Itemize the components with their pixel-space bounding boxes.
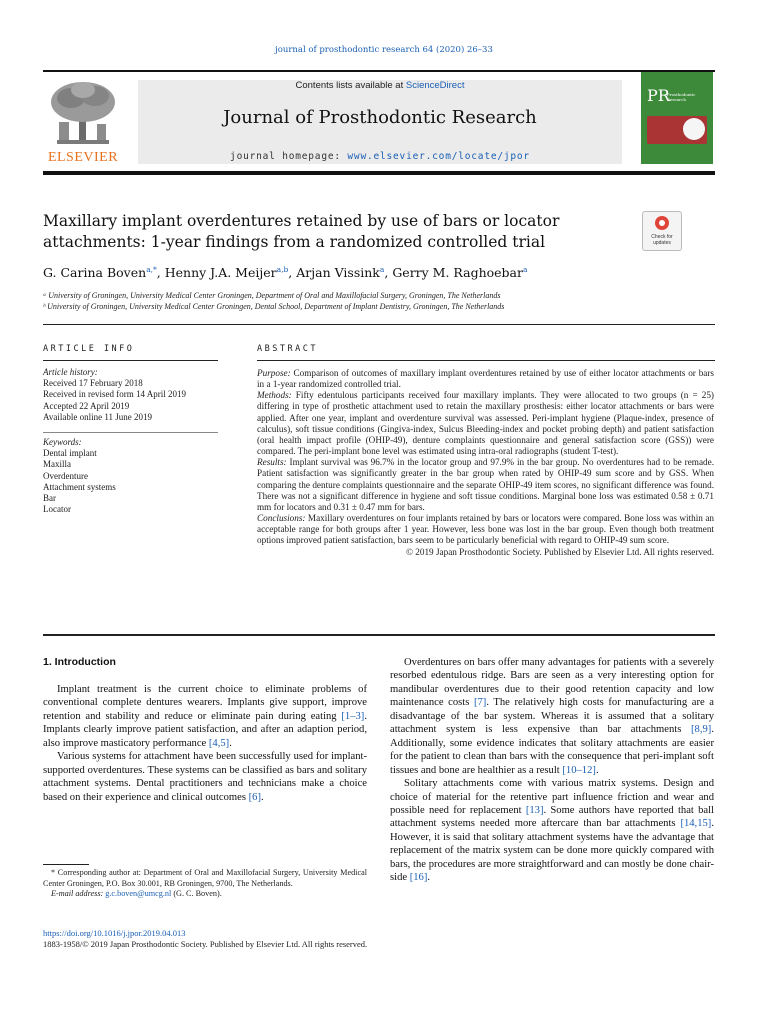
contents-line: Contents lists available at ScienceDirect	[295, 80, 465, 91]
cover-subtitle: Prosthodontic Research	[667, 92, 696, 102]
keywords	[43, 437, 218, 515]
corresponding-author-footnote	[43, 868, 367, 900]
abstract-purpose: Purpose: Comparison of outcomes of maxillary implant overdentures retained by use of either locator attachments or bars in a 1-year randomized controlled trial.	[257, 368, 714, 390]
history-label: Article history:	[43, 367, 98, 377]
cover-letters: PR	[647, 86, 670, 105]
elsevier-wordmark: ELSEVIER	[47, 150, 119, 165]
reference-link[interactable]: [6]	[248, 791, 261, 803]
intro-paragraph: Implant treatment is the current choice to eliminate problems of conventional complete dentures wearers. Implants give support, improve retention and stability and reduce or eliminate pain during eating [1–3]. Implants clearly improve patient satisfaction, and after an adaption period, also improve masticatory performance [4,5].	[43, 684, 367, 749]
journal-citation	[0, 45, 768, 55]
body-column-right	[390, 656, 714, 885]
abstract-heading: ABSTRACT	[257, 344, 318, 354]
footnote-rule	[43, 864, 89, 865]
abstract-conclusions: Conclusions: Maxillary overdentures on four implants retained by bars or locators were compared. Bone loss was within an acceptable range for both groups after 1 year. However, less bone was lost in the bar group. Even though both treatment options improved patient satisfaction, bars seem to be particularly beneficial with regard to OHIP-49 sum score.	[257, 513, 714, 546]
keyword: Dental implant	[43, 448, 97, 459]
issn-copyright: 1883-1958/© 2019 Japan Prosthodontic Society. Published by Elsevier Ltd. All rights reserved.	[43, 939, 368, 949]
journal-homepage: journal homepage: www.elsevier.com/locate/jpor	[230, 151, 530, 162]
journal-title: Journal of Prosthodontic Research	[223, 107, 537, 128]
author[interactable]: Henny J.A. Meijer$^{a,b}$	[164, 265, 289, 281]
intro-paragraph: Various systems for attachment have been successfully used for implant-supported overdentures. These systems can be classified as bars and solitary attachment systems. Dental practitioners and technicians make a choice based on their experience and clinical outcomes [6].	[43, 751, 367, 803]
intro-paragraph: Overdentures on bars offer many advantages for patients with a severely resorbed edentulous ridge. Bars are seen as a very interesting option for mandibular overdentures due to their good retention capacity and low maintenance costs [7]. The relatively high costs for manufacturing are a disadvantage of the bar system. Whereas it is assumed that a solitary attachment system is less expensive than bar attachments [8,9]. Additionally, some evidence indicates that solitary attachments are easier for the patient to clean than bars with the consequence that peri-implant soft tissues and bone are healthier as a result [10–12].	[390, 657, 714, 776]
body-column-left	[43, 683, 367, 804]
body-divider	[43, 634, 715, 636]
history-item: Available online 11 June 2019	[43, 411, 152, 422]
abstract-copyright: © 2019 Japan Prosthodontic Society. Published by Elsevier Ltd. All rights reserved.	[406, 546, 714, 557]
author[interactable]: Arjan Vissink$^a$	[296, 265, 385, 281]
keyword: Bar	[43, 493, 56, 504]
reference-link[interactable]: [14,15]	[680, 818, 712, 830]
reference-link[interactable]: [4,5]	[208, 737, 230, 749]
badge-text: Check for updates	[651, 234, 673, 246]
email-link[interactable]: g.c.boven@umcg.nl	[105, 889, 172, 898]
article-info-rule	[43, 360, 218, 361]
abstract-body	[257, 368, 714, 558]
sciencedirect-link[interactable]: ScienceDirect	[405, 80, 465, 91]
introduction-heading: 1. Introduction	[43, 656, 116, 668]
author[interactable]: Gerry M. Raghoebar$^a$	[392, 265, 528, 281]
page-footer	[43, 928, 543, 950]
reference-link[interactable]: [7]	[473, 697, 487, 709]
affiliation-b: ᵇ University of Groningen, University Medical Center Groningen, Dental School, Department of Implant Dentistry, Groningen, The Netherlands	[43, 302, 505, 311]
history-item: Received in revised form 14 April 2019	[43, 389, 186, 400]
author-list: G. Carina Boven$^{a,*}$, Henny J.A. Meijer$^{a,b}$, Arjan Vissink$^a$, Gerry M. Raghoebar$^a$	[43, 265, 528, 281]
check-for-updates-badge[interactable]	[642, 211, 682, 251]
abstract-methods: Methods: Fifty edentulous participants received four maxillary implants. They were allocated to two groups (n = 25) differing in type of prosthetic attachment used to retain the maxillary prosthesis: either locator attachments or bars were applied. After one year, implant and overdenture survival was assessed. Peri-implant hygiene (Plaque-index, presence of calculus), soft tissue conditions (Gingiva-index, Sulcus Bleeding-index and pocket probing depth) and patient satisfaction (oral health impact profile (OHIP-49), denture complaints questionnaire and general satisfaction score (GSS)) were compared. The peri-implant bone level was estimated using intra-oral radiographs (student T-test).	[257, 390, 714, 457]
article-title: Maxillary implant overdentures retained by use of bars or locator attachments: 1-year findings from a randomized controlled trial	[43, 212, 560, 251]
keyword: Overdenture	[43, 470, 88, 481]
doi-link[interactable]: https://doi.org/10.1016/j.jpor.2019.04.013	[43, 928, 186, 938]
homepage-link[interactable]: www.elsevier.com/locate/jpor	[347, 151, 530, 162]
abstract-rule	[257, 360, 715, 361]
history-item: Accepted 22 April 2019	[43, 400, 130, 411]
header-top-rule	[43, 70, 715, 72]
reference-link[interactable]: [8,9]	[691, 724, 712, 736]
email-line: E-mail address: g.c.boven@umcg.nl (G. C. Boven).	[51, 889, 222, 898]
intro-paragraph: Solitary attachments come with various matrix systems. Design and choice of material for the retentive part influence friction and wear and possible need for replacement [13]. Some authors have reported that ball attachment systems needed more aftercare than bar attachments [14,15]. However, it is said that solitary attachment systems have the advantage that replacement of the matrix system can be done more quickly compared with bars, the procedures are more straightforward and can mostly be done chair-side [16].	[390, 778, 714, 884]
citation-link[interactable]: journal of prosthodontic research 64 (2020) 26–33	[275, 45, 493, 55]
keyword: Maxilla	[43, 459, 71, 470]
article-history	[43, 367, 218, 423]
section-divider	[43, 324, 715, 325]
update-check-icon	[655, 216, 669, 230]
history-item: Received 17 February 2018	[43, 378, 143, 389]
corresponding-author-text: * Corresponding author at: Department of Oral and Maxillofacial Surgery, University Medical Center Groningen, P.O. Box 30.001, RB Groningen, 9700, The Netherlands.	[43, 868, 367, 888]
reference-link[interactable]: [10–12]	[562, 764, 596, 776]
header-bottom-rule	[43, 171, 715, 175]
reference-link[interactable]: [1–3]	[341, 710, 365, 722]
reference-link[interactable]: [16]	[409, 872, 428, 884]
keyword: Attachment systems	[43, 481, 116, 492]
keywords-label: Keywords:	[43, 437, 82, 447]
keywords-rule	[43, 432, 218, 433]
keyword: Locator	[43, 504, 71, 515]
reference-link[interactable]: [13]	[525, 804, 544, 816]
author[interactable]: G. Carina Boven$^{a,*}$	[43, 265, 157, 281]
journal-cover-thumbnail[interactable]	[641, 72, 713, 164]
article-info-heading: ARTICLE INFO	[43, 344, 135, 354]
affiliation-a: ᵃ University of Groningen, University Medical Center Groningen, Department of Oral and Maxillofacial Surgery, Groningen, The Netherlands	[43, 291, 501, 300]
abstract-results: Results: Implant survival was 96.7% in the locator group and 97.9% in the bar group. No overdentures had to be remade. Patient satisfaction was significantly greater in the bar group when rated by OHIP-49 sum score and by GSS. When comparing the denture complaints questionnaire and the separate OHIP-49 item scores, no significant difference was found. There was not a significant difference in hygiene and soft tissue conditions. Marginal bone loss was estimated 0.58 ± 0.71 mm for locators and 0.31 ± 0.47 mm for bars.	[257, 457, 714, 512]
cover-image-detail	[683, 118, 705, 140]
